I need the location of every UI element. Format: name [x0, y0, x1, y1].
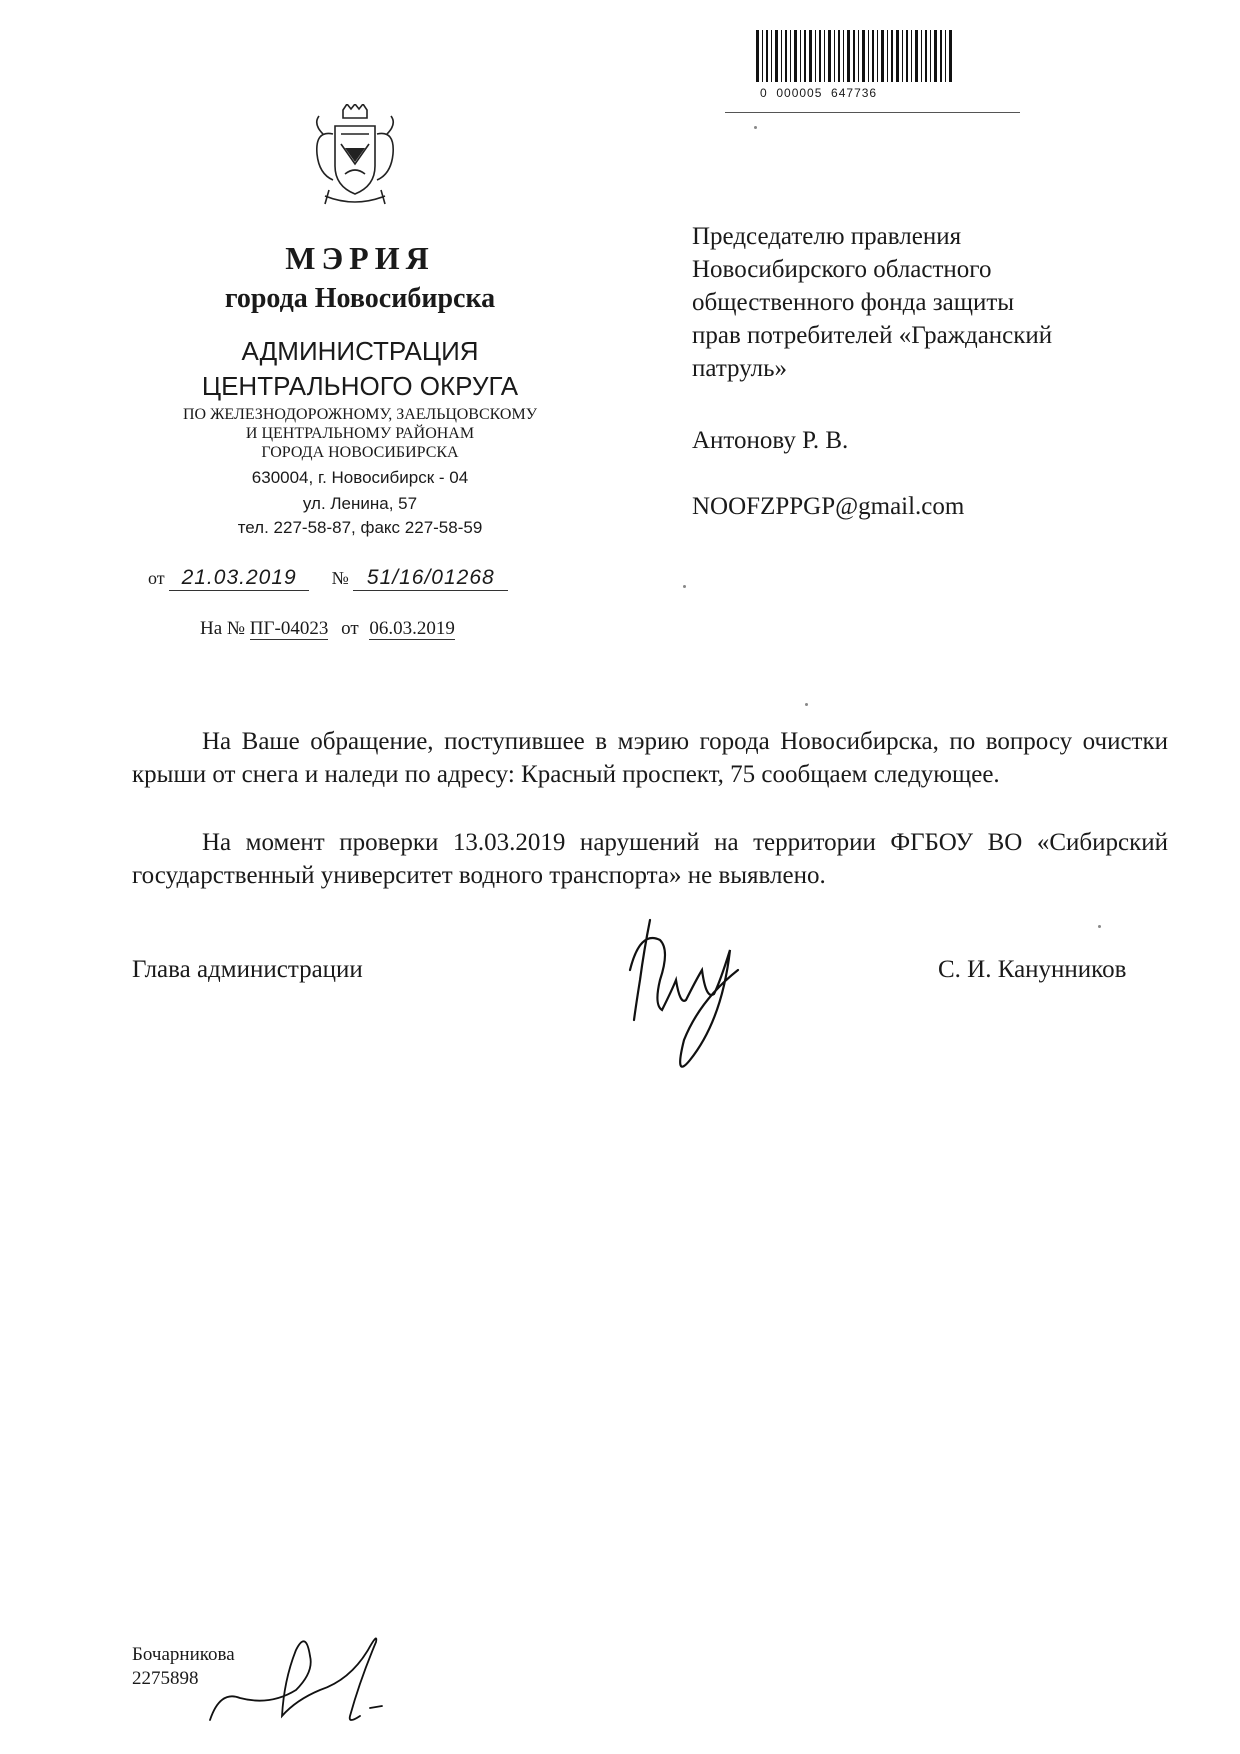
recipient-line-3: общественного фонда защиты	[692, 289, 1015, 316]
city-name: города Новосибирска	[224, 283, 496, 314]
scan-speck	[1098, 925, 1101, 928]
recipient-line-1: Председателю правления	[692, 223, 962, 250]
outgoing-date: 21.03.2019	[169, 566, 309, 591]
number-label: №	[331, 568, 349, 588]
barcode-underline	[725, 112, 1020, 113]
outgoing-number: 51/16/01268	[353, 566, 508, 591]
reply-date: 06.03.2019	[369, 618, 455, 639]
administration-line-1: АДМИНИСТРАЦИЯ	[241, 336, 479, 366]
recipient-line-2: Новосибирского областного	[692, 256, 992, 283]
administration-line-2: ЦЕНТРАЛЬНОГО ОКРУГА	[201, 371, 519, 401]
from-label: от	[148, 568, 165, 588]
barcode	[756, 30, 956, 88]
signatory-name: С. И. Канунников	[938, 956, 1127, 983]
signatory-title: Глава администрации	[132, 956, 363, 983]
recipient-line-4: прав потребителей «Гражданский	[692, 322, 1053, 349]
performer-phone: 2275898	[132, 1668, 199, 1689]
body-paragraph-1: На Ваше обращение, поступившее в мэрию города Новосибирска, по вопросу очистки крыши от снега и наледи по адресу: Красный проспект, 75 сообщаем следующее.	[132, 728, 1168, 788]
incoming-reference	[200, 618, 455, 640]
reply-from-label: от	[341, 618, 359, 639]
district-line-1: ПО ЖЕЛЕЗНОДОРОЖНОМУ, ЗАЕЛЬЦОВСКОМУ	[182, 406, 538, 423]
mayor-office-title: МЭРИЯ	[285, 240, 435, 276]
district-line-3: ГОРОДА НОВОСИБИРСКА	[261, 444, 459, 461]
performer-signature-icon	[200, 1620, 440, 1730]
district-line-2: И ЦЕНТРАЛЬНОМУ РАЙОНАМ	[245, 425, 475, 442]
address-line-1: 630004, г. Новосибирск - 04	[251, 468, 469, 487]
scan-speck	[805, 703, 808, 706]
city-emblem-icon	[305, 104, 405, 212]
performer-name: Бочарникова	[132, 1644, 235, 1665]
recipient-block	[692, 220, 1152, 385]
reply-label: На №	[200, 618, 246, 639]
recipient-line-5: патруль»	[692, 355, 788, 382]
address-line-3: тел. 227-58-87, факс 227-58-59	[237, 518, 483, 537]
recipient-name: Антонову Р. В.	[692, 427, 849, 454]
scan-speck	[754, 126, 757, 129]
address-line-2: ул. Ленина, 57	[302, 494, 418, 513]
outgoing-reference	[148, 566, 508, 591]
barcode-number: 0 000005 647736	[760, 86, 878, 100]
body-paragraph-2: На момент проверки 13.03.2019 нарушений на территории ФГБОУ ВО «Сибирский государственный университет водного транспорта» не выявлено.	[132, 829, 1168, 889]
handwritten-signature-icon	[610, 910, 750, 1085]
recipient-email: NOOFZPPGP@gmail.com	[692, 493, 965, 520]
scan-speck	[683, 585, 686, 588]
reply-number: ПГ-04023	[249, 618, 329, 639]
